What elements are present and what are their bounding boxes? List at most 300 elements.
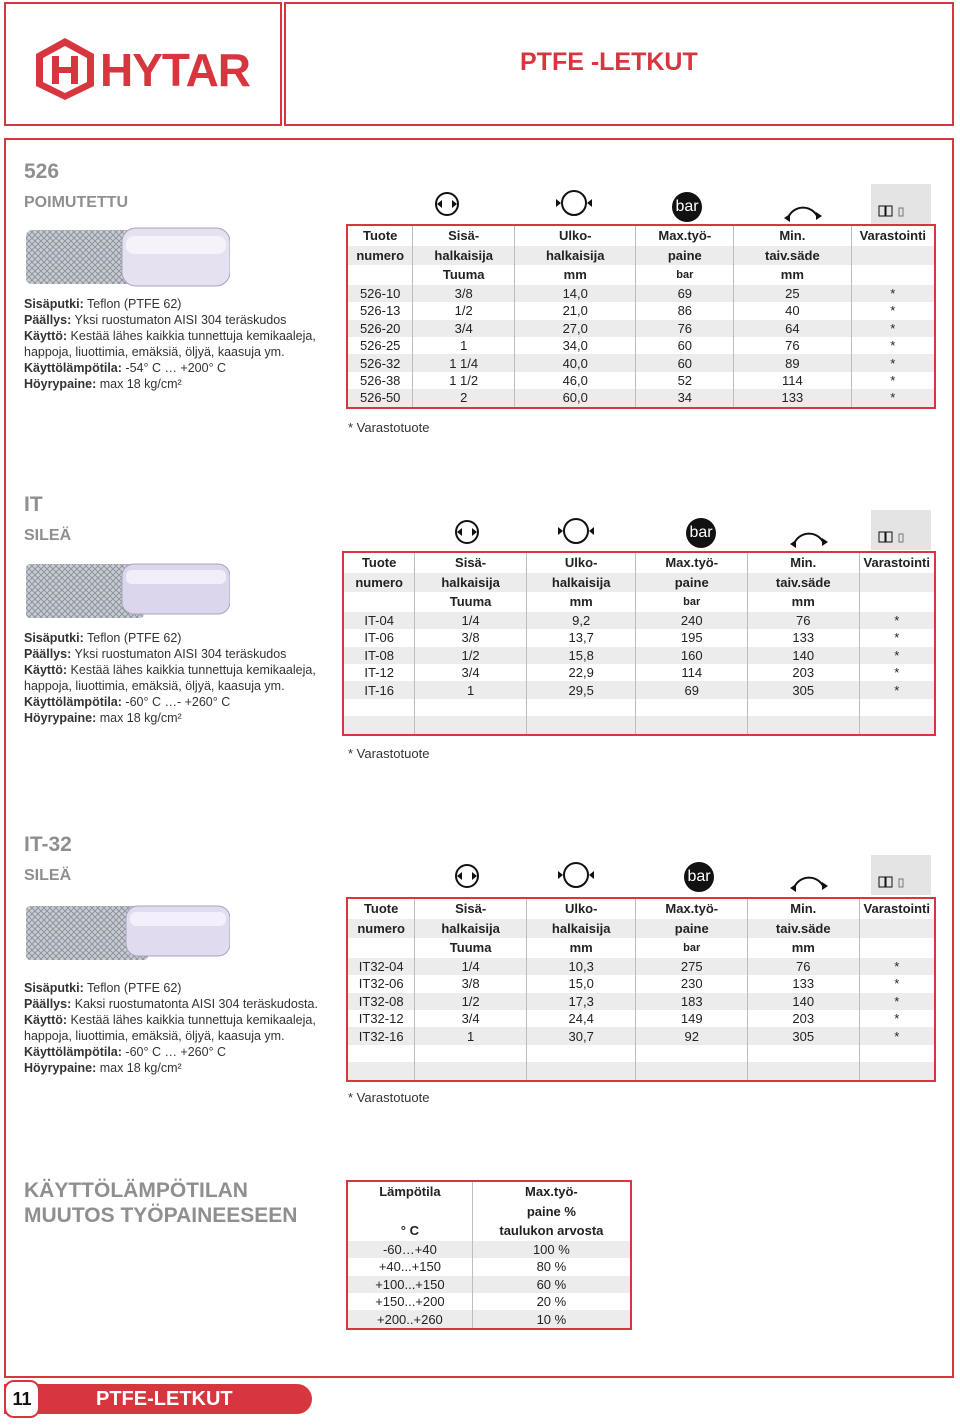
text-line: Käyttölämpötila: <box>24 695 122 709</box>
table-cell: * <box>859 664 935 681</box>
table-cell: 1 1/4 <box>413 354 515 371</box>
table-cell: 1/2 <box>415 647 527 664</box>
text-line: Kestää lähes kaikkia tunnettuja kemikaaleja, <box>67 1013 316 1027</box>
table-row <box>347 958 935 975</box>
table-cell <box>748 1045 860 1062</box>
table-cell: 1/2 <box>415 993 527 1010</box>
table-cell: mm <box>526 938 636 958</box>
table-cell: Tuote <box>361 555 397 571</box>
table-cell: 240 <box>636 612 748 629</box>
table-cell: 40,0 <box>515 354 636 371</box>
table-cell: +200..+260 <box>347 1310 472 1328</box>
stock-note: * Varastotuote <box>348 420 430 435</box>
table-cell: 27,0 <box>515 320 636 337</box>
table-cell: IT32-08 <box>347 993 415 1010</box>
table-cell <box>636 699 748 716</box>
table-row <box>347 302 935 319</box>
table-cell: paine <box>636 246 734 266</box>
table-cell: 60,0 <box>515 389 636 407</box>
table-cell: IT-04 <box>343 612 415 629</box>
table-cell: 195 <box>636 629 748 646</box>
section-subtitle: SILEÄ <box>24 867 72 884</box>
table-cell <box>859 592 935 612</box>
text-line: happoja, liuottimia, emäksiä, öljyä, kaasuja ym. <box>24 1029 285 1043</box>
table-cell <box>859 938 935 958</box>
table-cell: Max.työ- <box>472 1181 631 1202</box>
table-row <box>343 612 935 629</box>
table-cell <box>343 716 415 734</box>
table-cell <box>343 699 415 716</box>
table-cell: Varastointi <box>859 898 935 919</box>
table-cell: * <box>859 1010 935 1027</box>
table-cell: * <box>851 285 935 302</box>
outer-diameter-icon <box>554 186 594 220</box>
table-cell: Ulko- <box>526 552 636 573</box>
storage-icon <box>871 855 931 895</box>
text-line: max 18 kg/cm² <box>96 1061 182 1075</box>
section-title: IT-32 <box>24 833 72 856</box>
table-cell <box>859 573 935 593</box>
table-cell: 14,0 <box>515 285 636 302</box>
table-cell: 140 <box>747 647 859 664</box>
table-cell: Min. <box>748 898 860 919</box>
table-cell: 203 <box>747 664 859 681</box>
text-line: -54° C … +200° C <box>121 361 227 375</box>
table-header-row <box>347 246 935 266</box>
table-header-row <box>347 1181 631 1202</box>
section-description <box>24 980 318 1076</box>
text-line <box>24 996 318 1012</box>
table-row <box>347 1276 631 1293</box>
table-cell <box>343 592 415 612</box>
table-cell: 80 % <box>472 1258 631 1275</box>
table-cell: 86 <box>636 302 734 319</box>
table-row <box>343 647 935 664</box>
text-line: happoja, liuottimia, emäksiä, öljyä, kaasuja ym. <box>24 679 285 693</box>
table-cell: * <box>851 389 935 407</box>
table-cell: Tuote <box>363 901 399 917</box>
table-row <box>343 681 935 698</box>
table-header-row <box>343 552 935 573</box>
section-description <box>24 630 316 726</box>
table-cell <box>526 699 636 716</box>
table-cell: 60 <box>636 337 734 354</box>
table-header-row <box>343 573 935 593</box>
text-line: Teflon (PTFE 62) <box>83 297 182 311</box>
storage-icon <box>871 510 931 550</box>
table-header-row <box>347 919 935 939</box>
table-cell: numero <box>347 246 413 266</box>
text-line: Käyttölämpötila: <box>24 361 122 375</box>
table-cell: Max.työ- <box>636 225 734 246</box>
table-cell <box>415 716 527 734</box>
table-cell: 17,3 <box>526 993 636 1010</box>
table-cell: 305 <box>748 1027 860 1044</box>
table-row <box>343 716 935 734</box>
text-line: Yksi ruostumaton AISI 304 teräskudos <box>71 313 287 327</box>
table-cell: -60…+40 <box>347 1241 472 1258</box>
text-line: MUUTOS TYÖPAINEESEEN <box>24 1204 298 1227</box>
table-cell: Varastointi <box>851 225 935 246</box>
table-cell <box>526 1045 636 1062</box>
table-cell: mm <box>734 265 851 285</box>
text-line: Käyttö: <box>24 663 68 677</box>
table-header-row <box>347 1221 631 1241</box>
table-cell: IT-16 <box>343 681 415 698</box>
text-line <box>24 360 316 376</box>
table-cell: * <box>851 337 935 354</box>
table-cell: 22,9 <box>526 664 636 681</box>
table-cell: * <box>859 681 935 698</box>
table-cell: * <box>859 647 935 664</box>
text-line: Päällys: <box>24 997 72 1011</box>
table-cell: IT32-12 <box>358 1011 404 1027</box>
hose-image <box>26 902 230 964</box>
table-header-row <box>347 938 935 958</box>
text-line: Sisäputki: <box>24 297 84 311</box>
table-cell: 30,7 <box>526 1027 636 1044</box>
table-cell: IT-12 <box>364 665 394 681</box>
table-cell: IT-08 <box>343 647 415 664</box>
bend-radius-icon <box>788 520 830 548</box>
table-cell: paine <box>636 573 748 593</box>
table-cell <box>636 1062 748 1080</box>
table-cell: mm <box>515 265 636 285</box>
text-line <box>24 376 316 392</box>
table-cell: 526-25 <box>359 338 401 354</box>
section-subtitle: SILEÄ <box>24 527 72 544</box>
table-header-row <box>347 898 935 919</box>
table-cell: +150...+200 <box>375 1294 445 1310</box>
table-cell <box>747 699 859 716</box>
text-line: Yksi ruostumaton AISI 304 teräskudos <box>71 647 287 661</box>
table-cell: 76 <box>636 320 734 337</box>
table-row <box>347 1062 935 1080</box>
table-cell: 1/2 <box>413 302 515 319</box>
table-cell: 76 <box>748 958 860 975</box>
text-line: Sisäputki: <box>24 981 84 995</box>
table-cell: Ulko- <box>526 898 636 919</box>
table-cell <box>415 1062 527 1080</box>
table-cell: mm <box>748 938 860 958</box>
table-cell: 114 <box>636 664 748 681</box>
text-line <box>24 630 316 646</box>
table-cell: 203 <box>748 1010 860 1027</box>
table-row <box>347 975 935 992</box>
table-cell: * <box>851 302 935 319</box>
table-cell <box>859 716 935 734</box>
table-cell <box>859 919 935 939</box>
table-cell: 52 <box>636 372 734 389</box>
text-line <box>24 694 316 710</box>
page-number: 11 <box>4 1380 40 1418</box>
table-cell: taiv.säde <box>734 246 851 266</box>
table-cell: 275 <box>636 958 748 975</box>
table-cell: 69 <box>636 285 734 302</box>
table-cell: 2 <box>413 389 515 407</box>
table-cell: paine <box>636 919 748 939</box>
table-row <box>347 372 935 389</box>
table-cell: Tuuma <box>415 938 527 958</box>
inner-diameter-icon <box>432 190 462 218</box>
table-row <box>347 1010 935 1027</box>
table-cell: 526-32 <box>347 354 413 371</box>
text-line <box>24 646 316 662</box>
table-cell: * <box>859 993 935 1010</box>
page-title: PTFE -LETKUT <box>520 48 698 76</box>
table-cell: Lämpötila <box>379 1184 441 1200</box>
table-cell: halkaisija <box>413 246 515 266</box>
text-line: max 18 kg/cm² <box>96 711 182 725</box>
text-line: Höyrypaine: <box>24 1061 97 1075</box>
text-line <box>24 1044 318 1060</box>
table-cell: IT-06 <box>364 630 394 646</box>
table-cell: 526-20 <box>347 320 413 337</box>
table-cell: 526-38 <box>359 372 401 388</box>
table-cell: 40 <box>734 302 851 319</box>
table-cell: 305 <box>747 681 859 698</box>
table-cell: halkaisija <box>415 919 527 939</box>
pressure-bar-icon: bar <box>686 518 716 548</box>
text-line: Kaksi ruostumatonta AISI 304 teräskudosta. <box>71 997 318 1011</box>
table-row <box>347 1258 631 1275</box>
table-cell <box>347 1062 415 1080</box>
table-cell: 76 <box>734 337 851 354</box>
table-cell: * <box>859 958 935 975</box>
text-line: Päällys: <box>24 313 72 327</box>
text-line: Kestää lähes kaikkia tunnettuja kemikaaleja, <box>67 329 316 343</box>
text-line: Teflon (PTFE 62) <box>83 981 182 995</box>
table-cell: 1 <box>413 337 515 354</box>
table-cell: 60 <box>636 354 734 371</box>
table-cell: 526-10 <box>347 285 413 302</box>
table-cell <box>859 699 935 716</box>
table-cell: Sisä- <box>415 552 527 573</box>
table-cell: 3/4 <box>413 320 515 337</box>
table-cell: * <box>859 975 935 992</box>
table-cell: 60 % <box>472 1276 631 1293</box>
table-cell <box>347 265 413 285</box>
table-cell: 526-13 <box>359 303 401 319</box>
table-cell <box>851 265 935 285</box>
inner-diameter-icon <box>452 518 482 546</box>
text-line: happoja, liuottimia, emäksiä, öljyä, kaasuja ym. <box>24 345 285 359</box>
spec-table <box>342 551 936 736</box>
text-line <box>24 662 316 678</box>
table-cell: 34,0 <box>515 337 636 354</box>
table-cell: bar <box>636 938 748 958</box>
table-cell: Min. <box>747 552 859 573</box>
spec-table <box>346 224 936 409</box>
table-cell: Sisä- <box>413 225 515 246</box>
table-cell: IT32-16 <box>347 1027 415 1044</box>
table-cell <box>347 1045 415 1062</box>
table-cell: 46,0 <box>515 372 636 389</box>
bend-radius-icon <box>782 194 824 222</box>
table-cell: bar <box>636 592 748 612</box>
table-row <box>347 1310 631 1328</box>
table-cell: taulukon arvosta <box>472 1221 631 1241</box>
text-line: -60° C … +260° C <box>121 1045 227 1059</box>
table-cell: 64 <box>734 320 851 337</box>
table-cell: IT32-06 <box>358 976 404 992</box>
text-line: max 18 kg/cm² <box>96 377 182 391</box>
table-header-row <box>347 1202 631 1222</box>
text-line: Höyrypaine: <box>24 711 97 725</box>
table-cell: halkaisija <box>515 246 636 266</box>
table-cell: 25 <box>734 285 851 302</box>
table-cell: numero <box>347 919 415 939</box>
table-cell <box>347 938 415 958</box>
text-line: Sisäputki: <box>24 631 84 645</box>
table-cell: bar <box>636 265 734 285</box>
table-row <box>347 389 935 407</box>
table-cell <box>636 1045 748 1062</box>
table-cell: 76 <box>747 612 859 629</box>
table-cell: 133 <box>734 389 851 407</box>
section-description <box>24 296 316 392</box>
table-cell: Varastointi <box>859 552 935 573</box>
table-cell <box>859 1062 935 1080</box>
table-cell: 15,8 <box>526 647 636 664</box>
table-cell: * <box>851 372 935 389</box>
table-cell: 114 <box>734 372 851 389</box>
table-cell: +100...+150 <box>347 1276 472 1293</box>
text-line: Päällys: <box>24 647 72 661</box>
table-cell: * <box>859 629 935 646</box>
text-line <box>24 980 318 996</box>
section-title: 526 <box>24 160 60 183</box>
text-line <box>24 710 316 726</box>
table-cell: mm <box>526 592 636 612</box>
text-line <box>24 1028 318 1044</box>
table-cell: 69 <box>636 681 748 698</box>
table-cell <box>636 716 748 734</box>
table-row <box>347 285 935 302</box>
hose-image <box>26 560 230 622</box>
table-cell: 1 1/2 <box>413 372 515 389</box>
table-cell: * <box>851 320 935 337</box>
text-line <box>24 1012 318 1028</box>
table-row <box>347 354 935 371</box>
table-cell: 3/8 <box>415 629 527 646</box>
section-subtitle: POIMUTETTU <box>24 194 128 211</box>
pressure-bar-icon: bar <box>684 862 714 892</box>
table-cell: 89 <box>734 354 851 371</box>
table-cell: * <box>859 1027 935 1044</box>
table-cell: 15,0 <box>526 975 636 992</box>
table-row <box>347 320 935 337</box>
text-line <box>24 296 316 312</box>
table-cell: 526-50 <box>347 389 413 407</box>
table-cell: 34 <box>636 389 734 407</box>
text-line: Höyrypaine: <box>24 377 97 391</box>
logo-text: HYTAR <box>100 44 251 96</box>
table-cell <box>859 1045 935 1062</box>
bend-radius-icon <box>788 864 830 892</box>
table-cell: taiv.säde <box>747 573 859 593</box>
table-cell <box>526 1062 636 1080</box>
table-cell <box>415 699 527 716</box>
table-cell <box>526 716 636 734</box>
table-cell <box>851 246 935 266</box>
outer-diameter-icon <box>556 514 596 548</box>
table-cell: 1/4 <box>415 958 527 975</box>
section-title: IT <box>24 493 43 516</box>
stock-note: * Varastotuote <box>348 746 430 761</box>
table-cell <box>347 1202 472 1222</box>
text-line <box>24 1060 318 1076</box>
table-cell: * <box>851 354 935 371</box>
table-cell: 3/8 <box>413 285 515 302</box>
table-cell: 149 <box>636 1010 748 1027</box>
table-cell <box>748 1062 860 1080</box>
table-cell: 133 <box>747 629 859 646</box>
footer-title: PTFE-LETKUT <box>96 1388 233 1410</box>
text-line <box>24 312 316 328</box>
table-row <box>347 1027 935 1044</box>
table-cell: 9,2 <box>526 612 636 629</box>
table-cell: Max.työ- <box>636 552 748 573</box>
table-cell: 1/4 <box>415 612 527 629</box>
text-line <box>24 344 316 360</box>
hytar-logo <box>32 36 257 107</box>
text-line: KÄYTTÖLÄMPÖTILAN <box>24 1179 248 1202</box>
table-cell: 10,3 <box>526 958 636 975</box>
table-cell: Ulko- <box>515 225 636 246</box>
stock-note: * Varastotuote <box>348 1090 430 1105</box>
table-cell: 1 <box>415 681 527 698</box>
table-cell <box>415 1045 527 1062</box>
temperature-table <box>346 1180 632 1330</box>
hose-image <box>26 226 230 288</box>
table-cell: halkaisija <box>415 573 527 593</box>
table-cell: paine % <box>472 1202 631 1222</box>
table-cell: mm <box>747 592 859 612</box>
table-cell: 3/4 <box>415 1010 527 1027</box>
table-row <box>347 1293 631 1310</box>
table-cell: Min. <box>734 225 851 246</box>
table-cell: ° C <box>400 1223 419 1239</box>
table-cell: 3/4 <box>415 664 527 681</box>
table-cell: 160 <box>636 647 748 664</box>
table-cell: 140 <box>748 993 860 1010</box>
text-line <box>24 328 316 344</box>
table-row <box>343 699 935 716</box>
table-header-row <box>343 592 935 612</box>
table-cell: taiv.säde <box>748 919 860 939</box>
table-cell: 92 <box>636 1027 748 1044</box>
table-cell: 133 <box>748 975 860 992</box>
outer-diameter-icon <box>556 858 596 892</box>
table-cell: 183 <box>636 993 748 1010</box>
text-line: Käyttö: <box>24 1013 68 1027</box>
table-cell: +40...+150 <box>378 1259 441 1275</box>
table-cell: * <box>859 612 935 629</box>
table-cell: Max.työ- <box>636 898 748 919</box>
temperature-section-title <box>24 1178 297 1228</box>
table-cell: numero <box>343 573 415 593</box>
table-cell <box>747 716 859 734</box>
text-line: Teflon (PTFE 62) <box>83 631 182 645</box>
text-line: Kestää lähes kaikkia tunnettuja kemikaaleja, <box>67 663 316 677</box>
table-cell: Tuuma <box>415 592 527 612</box>
table-cell: 100 % <box>472 1241 631 1258</box>
table-cell: IT32-04 <box>347 958 415 975</box>
table-cell: Tuote <box>362 228 398 244</box>
table-cell: 10 % <box>472 1310 631 1328</box>
table-cell: 13,7 <box>526 629 636 646</box>
